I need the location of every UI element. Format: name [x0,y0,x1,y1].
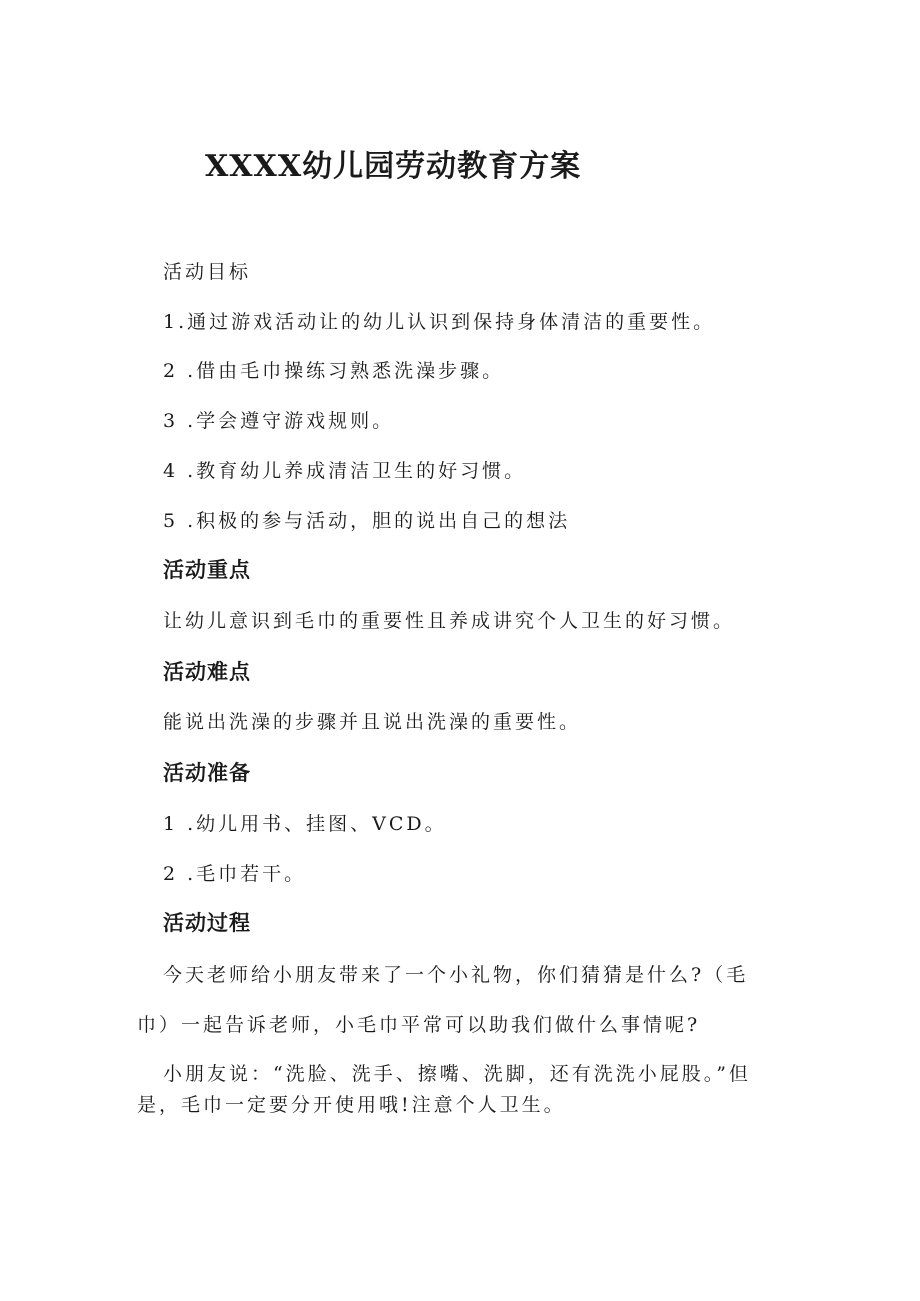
process-heading: 活动过程 [163,911,251,935]
goal-item-2: 2 .借由毛巾操练习熟悉洗澡步骤。 [163,360,505,382]
goal-item-5: 5 .积极的参与活动，胆的说出自己的想法 [163,510,571,532]
process-line-1: 今天老师给小朋友带来了一个小礼物，你们猜猜是什么?（毛 [163,964,749,986]
goal-item-1: 1.通过游戏活动让的幼儿认识到保持身体清洁的重要性。 [163,311,716,333]
process-line-3: 小朋友说：“洗脸、洗手、擦嘴、洗脚，还有洗洗小屁股。”但 [163,1063,751,1085]
goals-heading: 活动目标 [163,261,252,283]
process-line-4: 是，毛巾一定要分开使用哦!注意个人卫生。 [137,1094,566,1116]
document-title: XXXX幼儿园劳动教育方案 [205,149,582,184]
goal-item-3: 3 .学会遵守游戏规则。 [163,410,395,432]
difficulty-heading: 活动难点 [163,660,251,684]
key-point-text: 让幼儿意识到毛巾的重要性且养成讲究个人卫生的好习惯。 [163,610,736,632]
preparation-item-1: 1 .幼儿用书、挂图、VCD。 [163,813,447,835]
key-point-heading: 活动重点 [163,558,251,582]
preparation-heading: 活动准备 [163,761,251,785]
difficulty-text: 能说出洗澡的步骤并且说出洗澡的重要性。 [163,711,582,733]
process-line-2: 巾）一起告诉老师，小毛巾平常可以助我们做什么事情呢? [137,1014,701,1036]
preparation-item-2: 2 .毛巾若干。 [163,863,307,885]
goal-item-4: 4 .教育幼儿养成清洁卫生的好习惯。 [163,460,527,482]
